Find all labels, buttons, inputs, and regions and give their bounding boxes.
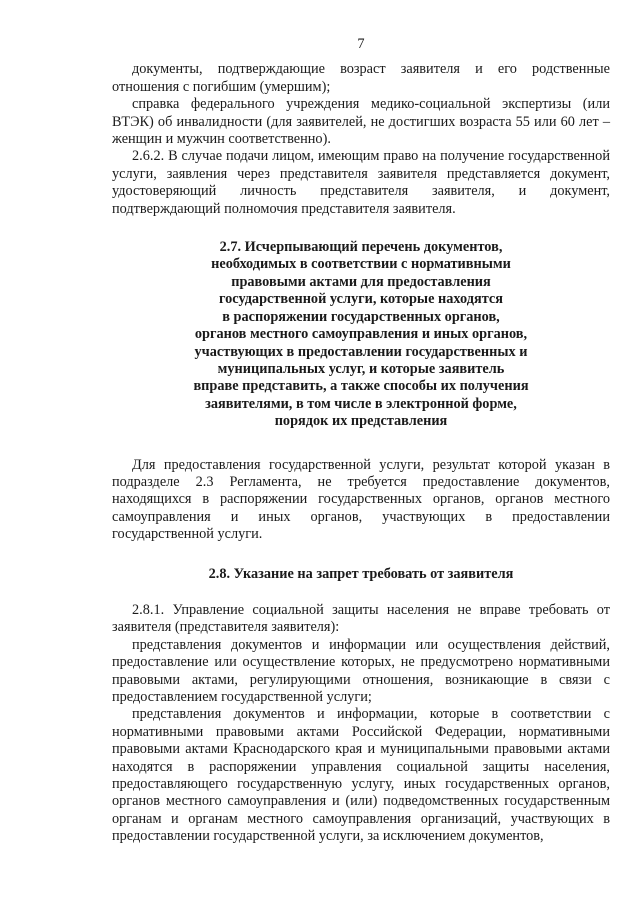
paragraph-2-6-2: 2.6.2. В случае подачи лицом, имеющим право на получение государственной услуги, заявления через представителя заявителя представляется документ, удостоверяющий личность представителя заявителя, и документ, подтверждающий полномочия представителя заявителя.	[112, 148, 610, 217]
heading-line: 2.7. Исчерпывающий перечень документов,	[219, 239, 503, 256]
paragraph-disability-certificate: справка федерального учреждения медико-социальной экспертизы (или ВТЭК) об инвалидности (для заявителей, не достигших возраста 55 или 60 лет – женщин и мужчин соответственно).	[112, 96, 610, 148]
heading-line: государственной услуги, которые находятся	[219, 291, 503, 308]
heading-line: вправе представить, а также способы их получения	[193, 378, 529, 395]
paragraph-documents-in-possession: представления документов и информации, которые в соответствии с нормативными правовыми актами Российской Федерации, нормативными правовыми актами Краснодарского края и муниципальными правовыми актами находятся в распоряжении управления социальной защиты населения, предоставляющего государственную услугу, иных государственных органов, органов местного самоуправления и (или) подведомственных государственным органам и органам местного самоуправления организаций, участвующих в предоставлении государственной услуги, за исключением документов,	[112, 706, 610, 845]
section-2-7-heading	[175, 239, 547, 430]
paragraph-age-documents: документы, подтверждающие возраст заявителя и его родственные отношения с погибшим (умершим);	[112, 61, 610, 95]
heading-line: заявителями, в том числе в электронной форме,	[205, 395, 517, 412]
section-2-8-heading: 2.8. Указание на запрет требовать от заявителя	[208, 565, 514, 582]
heading-line: в распоряжении государственных органов,	[222, 308, 500, 325]
page-number: 7	[357, 36, 365, 52]
heading-line: муниципальных услуг, и которые заявитель	[217, 360, 505, 377]
paragraph-actions-not-required: представления документов и информации или осуществления действий, предоставление или осуществление которых, не предусмотрено нормативными правовыми актами, регулирующими отношения, возникающие в связи с предоставлением государственной услуги;	[112, 636, 610, 705]
heading-line: порядок их представления	[274, 413, 448, 430]
heading-line: правовыми актами для предоставления	[231, 273, 491, 290]
heading-line: органов местного самоуправления и иных органов,	[194, 326, 528, 343]
heading-line: необходимых в соответствии с нормативными	[211, 256, 511, 273]
heading-line: участвующих в предоставлении государственных и	[194, 343, 528, 360]
paragraph-2-8-1: 2.8.1. Управление социальной защиты населения не вправе требовать от заявителя (представителя заявителя):	[112, 601, 610, 636]
section-2-7-body: Для предоставления государственной услуги, результат которой указан в подразделе 2.3 Регламента, не требуется предоставление документов, находящихся в распоряжении государственных органов, органов местного самоуправления и иных органов, участвующих в предоставлении государственной услуги.	[112, 456, 610, 543]
